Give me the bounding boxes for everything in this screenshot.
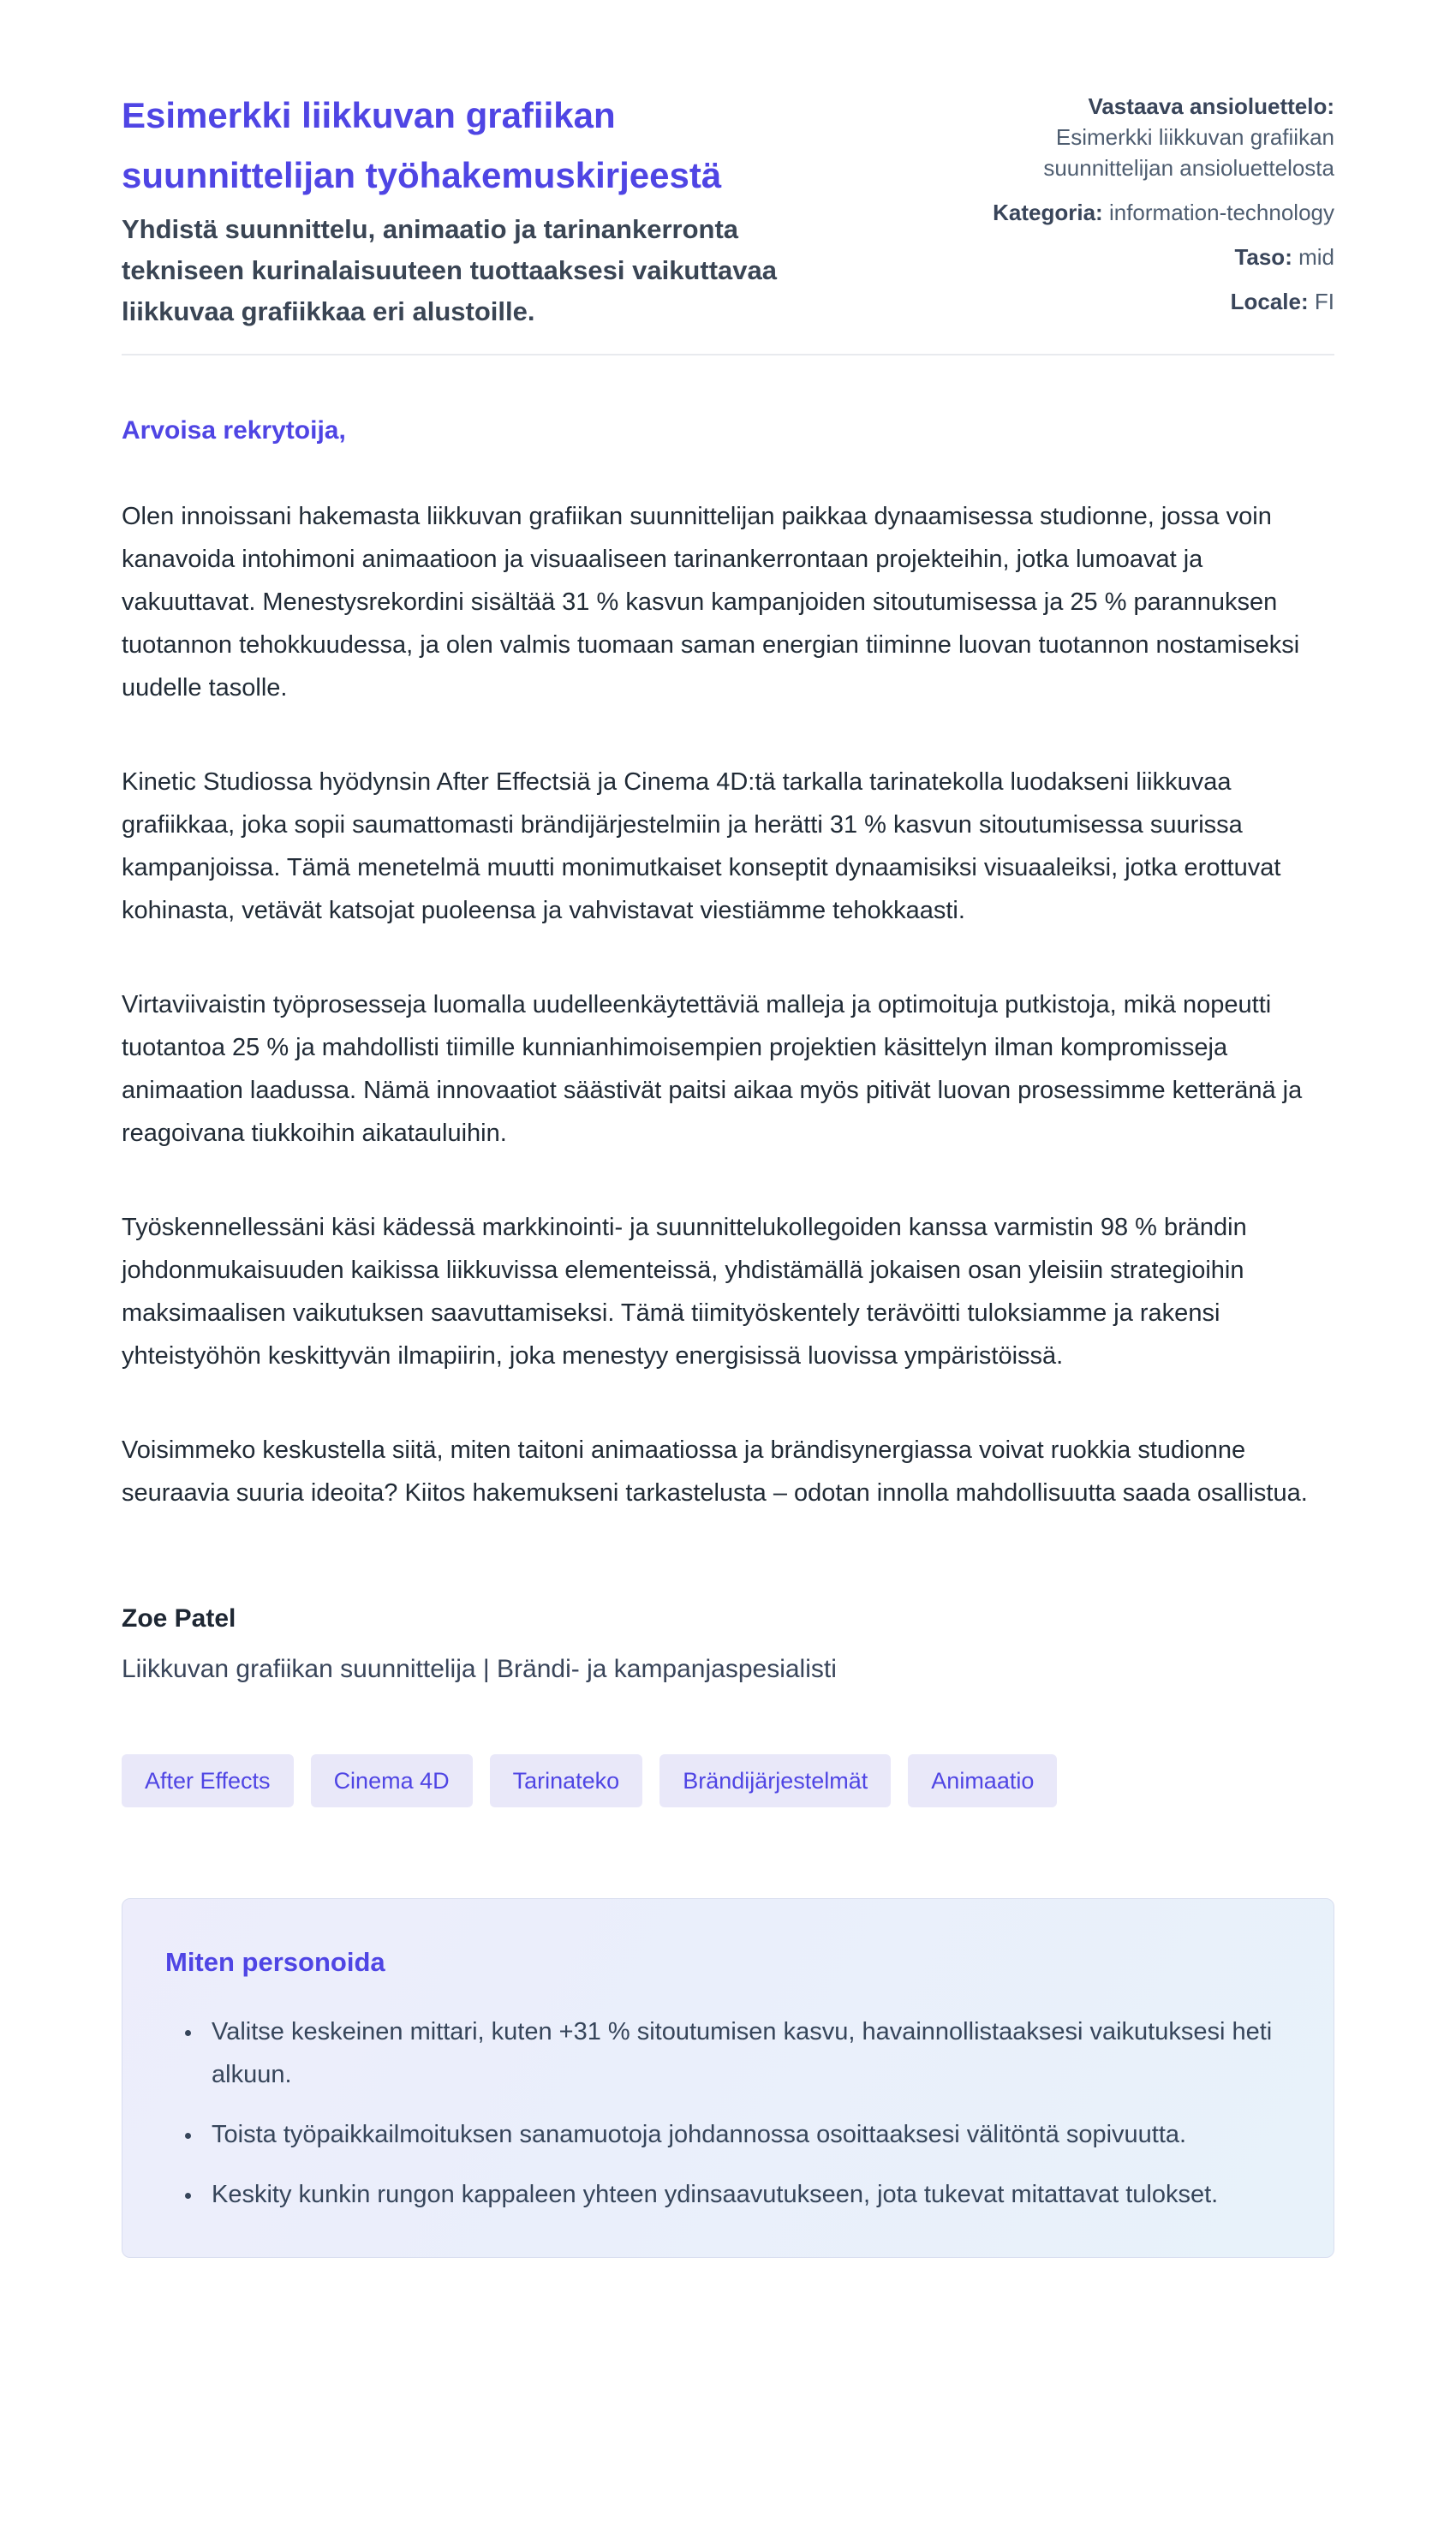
tips-heading: Miten personoida [165, 1947, 385, 1977]
meta-row-matching-resume [958, 91, 1334, 183]
letter-body [122, 409, 1334, 1514]
personalization-tips-box [122, 1898, 1334, 2258]
meta-label: Locale: [1230, 289, 1309, 314]
meta-row-locale [958, 286, 1334, 317]
letter-greeting: Arvoisa rekrytoija, [122, 416, 346, 445]
tag-brandijarjestelmat[interactable]: Brändijärjestelmät [659, 1754, 891, 1807]
tips-item: • Valitse keskeinen mittari, kuten +31 % sitoutumisen kasvu, havainnollistaaksesi vaikutuksesi heti alkuun. [203, 2010, 1291, 2096]
document-page [122, 0, 1334, 2341]
tag-animaatio[interactable]: Animaatio [908, 1754, 1057, 1807]
tag-cinema-4d[interactable]: Cinema 4D [311, 1754, 473, 1807]
header-title-block [122, 86, 875, 332]
signature-name: Zoe Patel [122, 1604, 236, 1633]
letter-paragraph: Virtaviivaistin työprosesseja luomalla uudelleenkäytettäviä malleja ja optimoituja putkistoja, mikä nopeutti tuotantoa 25 % ja mahdollisti tiimille kunnianhimoisempien projektien käsittelyn ilman kompromisseja animaation laadussa. Nämä innovaatiot säästivät paitsi aikaa myös pitivät luovan prosessimme ketteränä ja reagoivana tiukkoihin aikatauluihin. [122, 991, 1303, 1147]
tips-list [165, 2010, 1291, 2216]
page-title: Esimerkki liikkuvan grafiikan suunnittelijan työhakemuskirjeestä [122, 95, 722, 195]
meta-value: information-technology [1108, 200, 1334, 225]
meta-row-level [958, 242, 1334, 272]
meta-value: FI [1314, 289, 1334, 314]
signature-block [122, 1600, 1334, 1691]
meta-block [958, 86, 1334, 331]
meta-label: Kategoria: [993, 200, 1103, 225]
meta-value: Esimerkki liikkuvan grafiikan suunnittelijan ansioluettelosta [1043, 124, 1334, 181]
header-divider [122, 354, 1334, 355]
meta-row-category [958, 197, 1334, 228]
skill-tags [122, 1754, 1334, 1807]
tag-after-effects[interactable]: After Effects [122, 1754, 294, 1807]
tag-tarinateko[interactable]: Tarinateko [490, 1754, 643, 1807]
letter-paragraph: Kinetic Studiossa hyödynsin After Effectsiä ja Cinema 4D:tä tarkalla tarinatekolla luodakseni liikkuvaa grafiikkaa, joka sopii saumattomasti brändijärjestelmiin ja herätti 31 % kasvun sitoutumisessa suurissa kampanjoissa. Tämä menetelmä muutti monimutkaiset konseptit dynaamisiksi visuaaleiksi, jotka erottuvat kohinasta, vetävät katsojat puoleensa ja vahvistavat viestiämme tehokkaasti. [122, 768, 1281, 924]
meta-value: mid [1298, 244, 1334, 270]
signature-role: Liikkuvan grafiikan suunnittelija | Brändi- ja kampanjaspesialisti [122, 1655, 837, 1683]
letter-paragraph: Voisimmeko keskustella siitä, miten taitoni animaatiossa ja brändisynergiassa voivat ruokkia studionne seuraavia suuria ideoita? Kiitos hakemukseni tarkastelusta – odotan innolla mahdollisuutta saada osallistua. [122, 1436, 1308, 1507]
letter-paragraph: Työskennellessäni käsi kädessä markkinointi- ja suunnittelukollegoiden kanssa varmistin 98 % brändin johdonmukaisuuden kaikissa liikkuvissa elementeissä, yhdistämällä jokaisen osan yleisiin strategioihin maksimaalisen vaikutuksen saavuttamiseksi. Tämä tiimityöskentely terävöitti tuloksiamme ja rakensi yhteistyöhön keskittyvän ilmapiirin, joka menestyy energisissä luovissa ympäristöissä. [122, 1214, 1247, 1370]
tips-item: • Keskity kunkin rungon kappaleen yhteen ydinsaavutukseen, jota tukevat mitattavat tulokset. [203, 2173, 1291, 2216]
page-subtitle: Yhdistä suunnittelu, animaatio ja tarinankerronta tekniseen kurinalaisuuteen tuottaaksesi vaikuttavaa liikkuvaa grafiikkaa eri alustoille. [122, 214, 777, 326]
header [122, 86, 1334, 332]
tips-item: • Toista työpaikkailmoituksen sanamuotoja johdannossa osoittaaksesi välitöntä sopivuutta. [203, 2113, 1291, 2156]
letter-paragraph: Olen innoissani hakemasta liikkuvan grafiikan suunnittelijan paikkaa dynaamisessa studionne, jossa voin kanavoida intohimoni animaatioon ja visuaaliseen tarinankerrontaan projekteihin, jotka lumoavat ja vakuuttavat. Menestysrekordini sisältää 31 % kasvun kampanjoiden sitoutumisessa ja 25 % parannuksen tuotannon tehokkuudessa, ja olen valmis tuomaan saman energian tiiminne luovan tuotannon nostamiseksi uudelle tasolle. [122, 503, 1300, 702]
meta-label: Vastaava ansioluettelo: [1088, 93, 1334, 119]
meta-label: Taso: [1234, 244, 1292, 270]
